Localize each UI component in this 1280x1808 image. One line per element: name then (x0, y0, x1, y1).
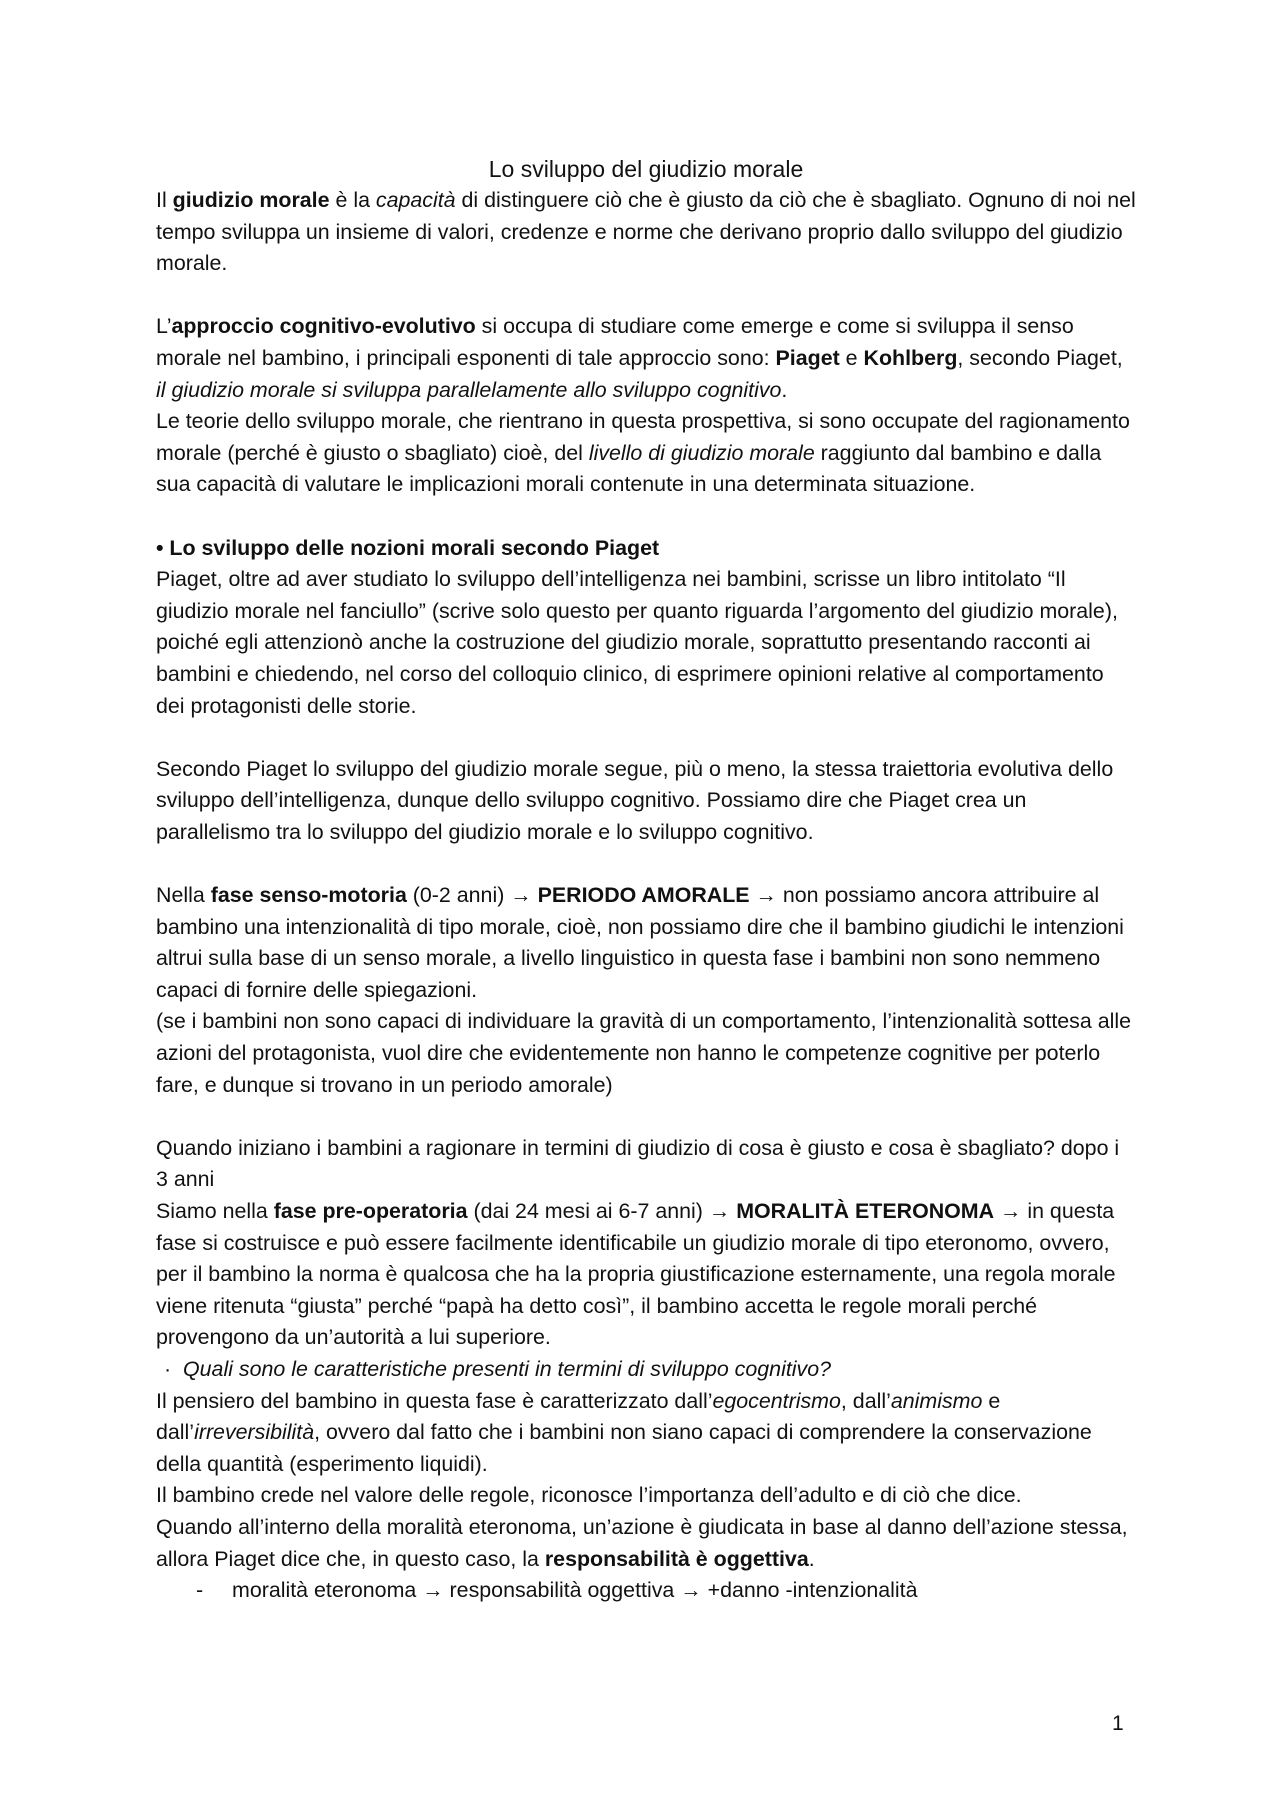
paragraph-when-question: Quando iniziano i bambini a ragionare in termini di giudizio di cosa è giusto e cosa è sbagliato? dopo i 3 anni (156, 1135, 1120, 1192)
text-run: di distinguere ciò che è giusto da ciò che è sbagliato. Ognuno di noi nel tempo sviluppa un insieme di valori, credenze e norme che derivano proprio dallo sviluppo del giudizio morale. (156, 188, 1136, 276)
text-run: si occupa di studiare come emerge e come si sviluppa il senso morale nel bambino, i principali esponenti di tale approccio sono: (156, 314, 1074, 370)
paragraph-responsibility (156, 1512, 1136, 1575)
paragraph-gap (156, 280, 1136, 312)
text-run: → non possiamo ancora attribuire al bambino una intenzionalità di tipo morale, cioè, non possiamo dire che il bambino giudichi le intenzioni altrui sulla base di un senso morale, a livello linguistico in questa fase i bambini non sono nemmeno capaci di fornire delle spiegazioni. (156, 883, 1124, 1002)
text-run: è la (329, 188, 376, 212)
text-run: L’ (156, 314, 172, 339)
text-run: Siamo nella (156, 1199, 274, 1223)
text-run: . (808, 1546, 815, 1571)
text-run: Nella (156, 883, 211, 908)
paragraph-approach (156, 311, 1136, 406)
text-run: → in questa fase si costruisce e può essere facilmente identificabile un giudizio morale di tipo eteronomo, ovvero, per il bambino la norma è qualcosa che ha la propria giustificazione esternamente, una regola morale viene ritenuta “giusta” perché “papà ha detto così”, il bambino accetta le regole morali perché provengono da un’autorità a lui superiore. (156, 1199, 1116, 1350)
bold-term: approccio cognitivo-evolutivo (171, 314, 476, 339)
italic-term: livello di giudizio morale (588, 440, 815, 465)
bold-term: Kohlberg (863, 345, 958, 370)
title-text: Lo sviluppo del giudizio morale (488, 156, 804, 182)
italic-term: il giudizio morale si sviluppa parallelamente allo sviluppo cognitivo (156, 377, 782, 402)
list-item-text: moralità eteronoma → responsabilità oggettiva → +danno -intenzionalità (232, 1578, 918, 1603)
list-item (156, 1575, 1136, 1607)
bold-term: fase pre-operatoria (273, 1199, 468, 1223)
paragraph-gap (156, 722, 1136, 754)
paragraph-gap (156, 501, 1136, 533)
text-run: Il pensiero del bambino in questa fase è caratterizzato dall’ (156, 1388, 713, 1413)
paragraph-sensorimotor (156, 880, 1136, 1006)
document-page (156, 154, 1136, 1607)
text-run: Le teorie dello sviluppo morale, che rientrano in questa prospettiva, si sono occupate del ragionamento morale (perché è giusto o sbagliato) cioè, del (156, 409, 1130, 465)
paragraph-piaget-book: Piaget, oltre ad aver studiato lo sviluppo dell’intelligenza nei bambini, scrisse un libro intitolato “Il giudizio morale nel fanciullo” (scrive solo questo per quanto riguarda l’argomento del giudizio morale), poiché egli attenzionò anche la costruzione del giudizio morale, soprattutto presentando racconti ai bambini e chiedendo, nel corso del colloquio clinico, di esprimere opinioni relative al comportamento dei protagonisti delle storie. (156, 567, 1118, 718)
italic-term: animismo (890, 1388, 983, 1413)
text-run: , secondo Piaget, (957, 345, 1123, 370)
question-text: Quali sono le caratteristiche presenti in termini di sviluppo cognitivo? (183, 1356, 832, 1381)
page-number: 1 (1112, 1712, 1124, 1735)
paragraph-amoral-note: (se i bambini non sono capaci di individuare la gravità di un comportamento, l’intenzionalità sottesa alle azioni del protagonista, vuol dire che evidentemente non hanno le competenze cognitive per poterlo fare, e dunque si trovano in un periodo amorale) (156, 1009, 1132, 1097)
paragraph-cognitive-traits (156, 1386, 1136, 1481)
document-title (156, 154, 1136, 185)
paragraph-gap (156, 848, 1136, 880)
text-run: Quando all’interno della moralità eteronoma, un’azione è giudicata in base al danno dell’azione stessa, allora Piaget dice che, in questo caso, la (156, 1514, 1128, 1571)
list-dash: - (196, 1578, 204, 1603)
text-run: , dall’ (840, 1388, 891, 1413)
bold-term: responsabilità è oggettiva (544, 1546, 809, 1571)
text-run: , ovvero dal fatto che i bambini non siano capaci di comprendere la conservazione della quantità (esperimento liquidi). (156, 1420, 1092, 1476)
text-run: (0-2 anni) → (406, 883, 538, 908)
paragraph-theories (156, 406, 1136, 501)
paragraph-parallelism: Secondo Piaget lo sviluppo del giudizio morale segue, più o meno, la stessa traiettoria evolutiva dello sviluppo dell’intelligenza, dunque dello sviluppo cognitivo. Possiamo dire che Piaget crea un parallelismo tra lo sviluppo del giudizio morale e lo sviluppo cognitivo. (156, 756, 1114, 844)
italic-term: capacità (375, 188, 456, 212)
text-run: . (781, 377, 788, 402)
text-run: raggiunto dal bambino e dalla sua capacità di valutare le implicazioni morali contenute in una determinata situazione. (156, 440, 1102, 497)
italic-term: irreversibilità (194, 1420, 315, 1445)
bold-term: Piaget (775, 345, 840, 370)
text-run: e dall’ (156, 1388, 1001, 1445)
paragraph-preoperational (156, 1196, 1136, 1354)
text-run: Il (156, 188, 173, 212)
bold-term: PERIODO AMORALE (537, 883, 750, 908)
text-run: e (839, 345, 864, 370)
text-run: (dai 24 mesi ai 6-7 anni) → (467, 1199, 737, 1223)
bold-term: giudizio morale (172, 188, 330, 212)
paragraph-gap (156, 1101, 1136, 1133)
italic-term: egocentrismo (712, 1388, 841, 1413)
bold-term: fase senso-motoria (210, 883, 407, 908)
section-heading: • Lo sviluppo delle nozioni morali secondo Piaget (156, 535, 660, 560)
paragraph-rules: Il bambino crede nel valore delle regole, riconosce l’importanza dell’adulto e di ciò che dice. (156, 1483, 1022, 1508)
paragraph-definition (156, 185, 1136, 280)
question-line (156, 1354, 1136, 1386)
bold-term: MORALITÀ ETERONOMA (736, 1199, 995, 1223)
bullet-dot: · (164, 1356, 172, 1381)
